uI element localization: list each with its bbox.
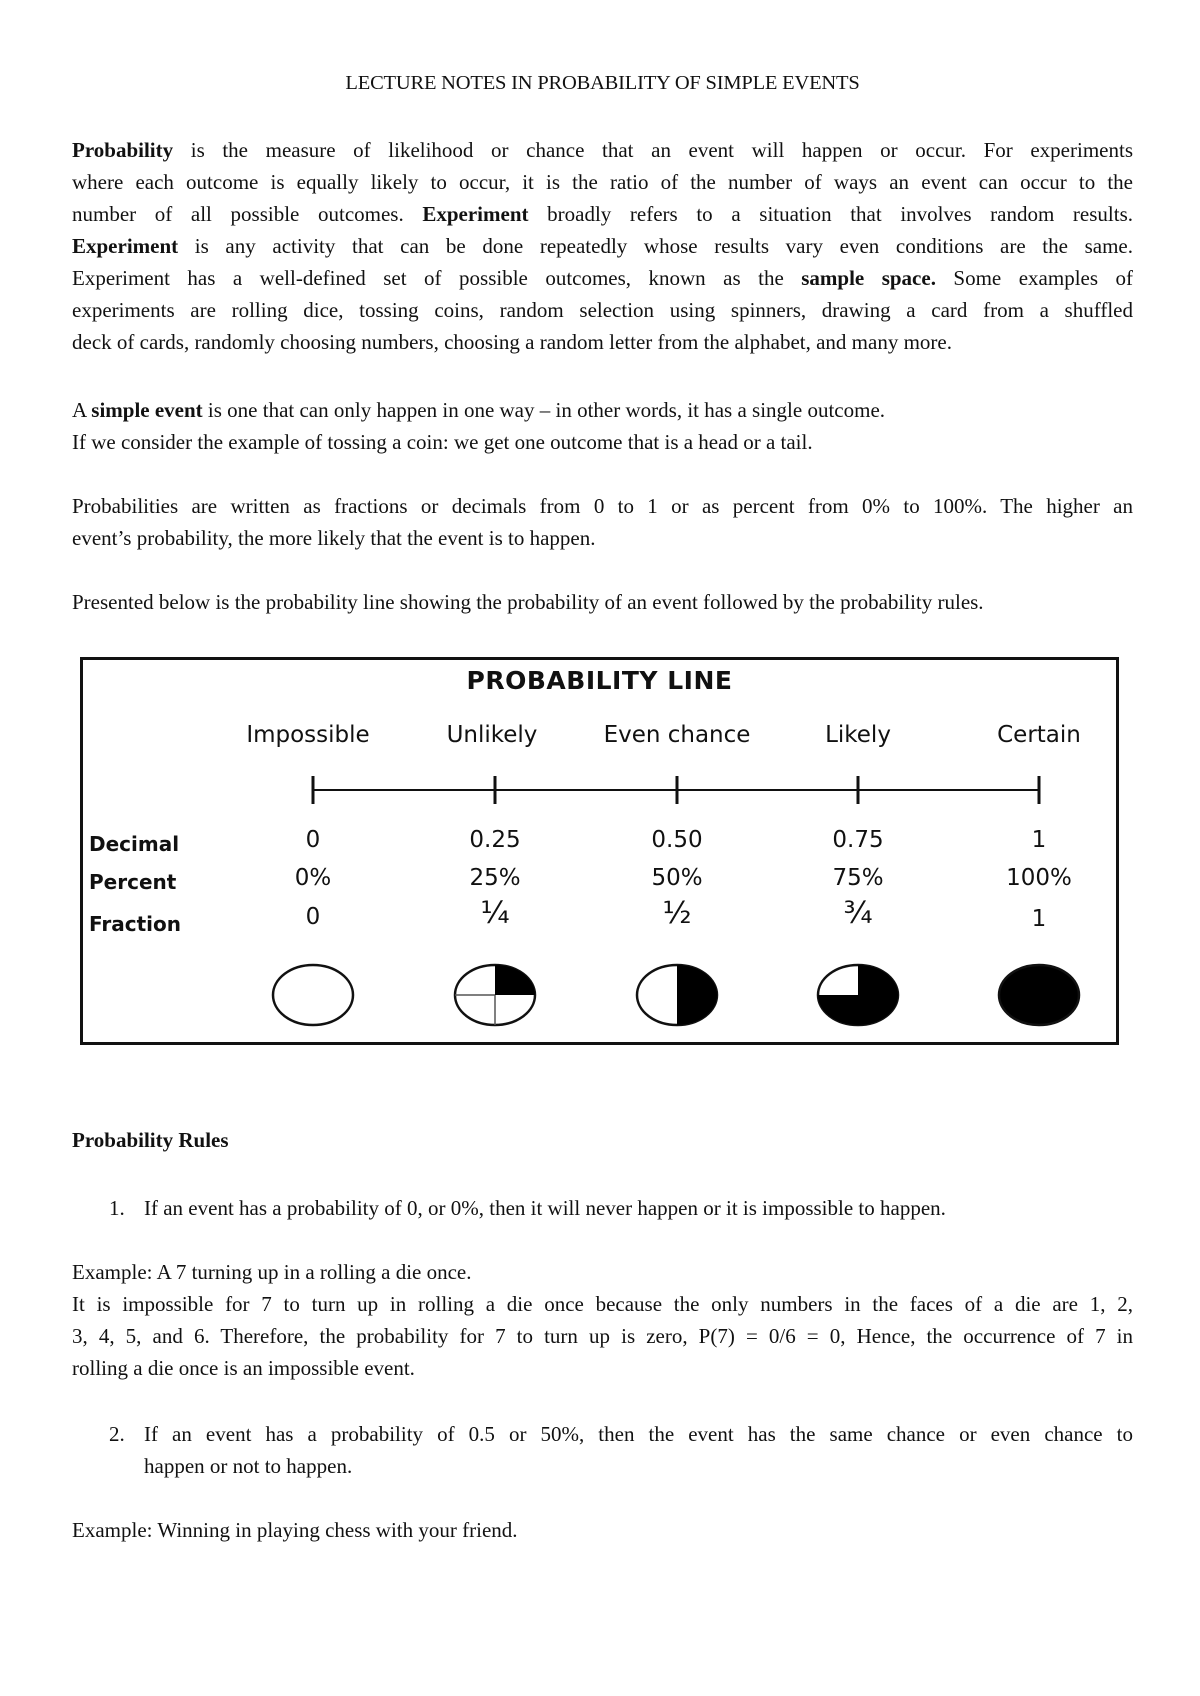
percent-25: 25% [469, 865, 521, 891]
category-likely: Likely [825, 722, 891, 748]
intro-line-1 [72, 134, 1133, 166]
circle-empty-outline [273, 965, 353, 1025]
intro-line-5 [72, 262, 1133, 294]
term-sample-space: sample space. [801, 266, 936, 290]
example-2-line: Example: Winning in playing chess with your friend. [72, 1518, 518, 1542]
rule-2-text [144, 1418, 1133, 1482]
fraction-1: 1 [1031, 906, 1047, 932]
circle-quarter-icon [455, 965, 535, 1025]
rule-1-number: 1. [109, 1196, 125, 1220]
circle-full-icon [999, 965, 1079, 1025]
intro-text-4: is any activity that can be done repeatedly whose results vary even conditions are the same. [178, 234, 1133, 258]
decimal-0: 0 [305, 827, 321, 853]
intro-text-3c: broadly refers to a situation that involves random results. [528, 202, 1133, 226]
intro-line-7: deck of cards, randomly choosing numbers, choosing a random letter from the alphabet, and many more. [72, 330, 952, 354]
percent-0: 0% [294, 865, 332, 891]
fractions-line-1: Probabilities are written as fractions or decimals from 0 to 1 or as percent from 0% to 100%. The higher an [72, 494, 1133, 518]
category-impossible: Impossible [246, 722, 370, 748]
example-2 [72, 1514, 1133, 1546]
intro-text-3a: number of all possible outcomes. [72, 202, 423, 226]
intro-text-5c: Some examples of [935, 266, 1133, 290]
rule-2-line-1: If an event has a probability of 0.5 or 50%, then the event has the same chance or even chance to [144, 1422, 1133, 1446]
simple-event-paragraph [72, 394, 1133, 458]
fractions-line-2: event’s probability, the more likely that the event is to happen. [72, 526, 596, 550]
rule-2-number: 2. [109, 1422, 125, 1446]
probability-circles [83, 660, 1116, 1042]
percent-100: 100% [1006, 865, 1072, 891]
simple-event-line-2: If we consider the example of tossing a coin: we get one outcome that is a head or a tail. [72, 430, 813, 454]
example-1-line-2: It is impossible for 7 to turn up in rolling a die once because the only numbers in the faces of a die are 1, 2, [72, 1292, 1133, 1316]
intro-line-3 [72, 198, 1133, 230]
simple-event-line-1 [72, 394, 1133, 426]
category-unlikely: Unlikely [446, 722, 538, 748]
circle-half-fill [677, 965, 717, 1025]
example-1-line-4: rolling a die once is an impossible event. [72, 1356, 415, 1380]
intro-line-2: where each outcome is equally likely to occur, it is the ratio of the number of ways an event can occur to the [72, 170, 1133, 194]
decimal-075: 0.75 [832, 827, 884, 853]
circle-full-outline [999, 965, 1079, 1025]
rule-1-text: If an event has a probability of 0, or 0%, then it will never happen or it is impossible to happen. [144, 1196, 946, 1220]
decimal-025: 0.25 [469, 827, 521, 853]
row-label-fraction: Fraction [89, 912, 181, 936]
circle-three-quarters-icon [818, 965, 898, 1025]
intro-line-4 [72, 230, 1133, 262]
category-certain: Certain [997, 722, 1081, 748]
fraction-half: ½ [662, 896, 692, 931]
example-1-line-1: Example: A 7 turning up in a rolling a die once. [72, 1260, 472, 1284]
intro-text-1: is the measure of likelihood or chance that an event will happen or occur. For experiments [173, 138, 1133, 162]
rule-2 [109, 1418, 1133, 1482]
fraction-0: 0 [305, 904, 321, 930]
probability-line-figure [80, 657, 1119, 1045]
category-even-chance: Even chance [603, 722, 751, 748]
intro-paragraph [72, 134, 1133, 358]
fractions-paragraph [72, 490, 1133, 554]
rule-2-line-2: happen or not to happen. [144, 1454, 353, 1478]
fraction-quarter: ¼ [480, 896, 510, 931]
simple-event-text-c: is one that can only happen in one way – in other words, it has a single outcome. [202, 398, 886, 422]
figure-title: PROBABILITY LINE [466, 666, 733, 695]
intro-text-5a: Experiment has a well-defined set of possible outcomes, known as the [72, 266, 802, 290]
percent-75: 75% [832, 865, 884, 891]
percent-50: 50% [651, 865, 703, 891]
row-label-percent: Percent [89, 870, 177, 894]
presented-paragraph [72, 586, 1133, 618]
circle-quarter-fill [495, 965, 535, 995]
decimal-050: 0.50 [651, 827, 703, 853]
example-1 [72, 1256, 1133, 1384]
intro-line-6: experiments are rolling dice, tossing coins, random selection using spinners, drawing a card from a shuffled [72, 298, 1133, 322]
fraction-three-quarters: ¾ [843, 896, 873, 931]
term-experiment-2: Experiment [72, 234, 179, 258]
term-probability: Probability [72, 138, 174, 162]
term-simple-event: simple event [91, 398, 203, 422]
rule-1 [109, 1192, 1133, 1224]
example-1-line-3: 3, 4, 5, and 6. Therefore, the probability for 7 to turn up is zero, P(7) = 0/6 = 0, Hence, the occurrence of 7 in [72, 1324, 1133, 1348]
circle-half-icon [637, 965, 717, 1025]
presented-line: Presented below is the probability line showing the probability of an event followed by the probability rules. [72, 590, 984, 614]
simple-event-text-a: A [72, 398, 92, 422]
circle-empty-icon [273, 965, 353, 1025]
term-experiment: Experiment [422, 202, 529, 226]
decimal-1: 1 [1031, 827, 1047, 853]
page-title: LECTURE NOTES IN PROBABILITY OF SIMPLE EVENTS [345, 72, 860, 94]
rules-heading: Probability Rules [72, 1128, 229, 1152]
row-label-decimal: Decimal [89, 832, 180, 856]
